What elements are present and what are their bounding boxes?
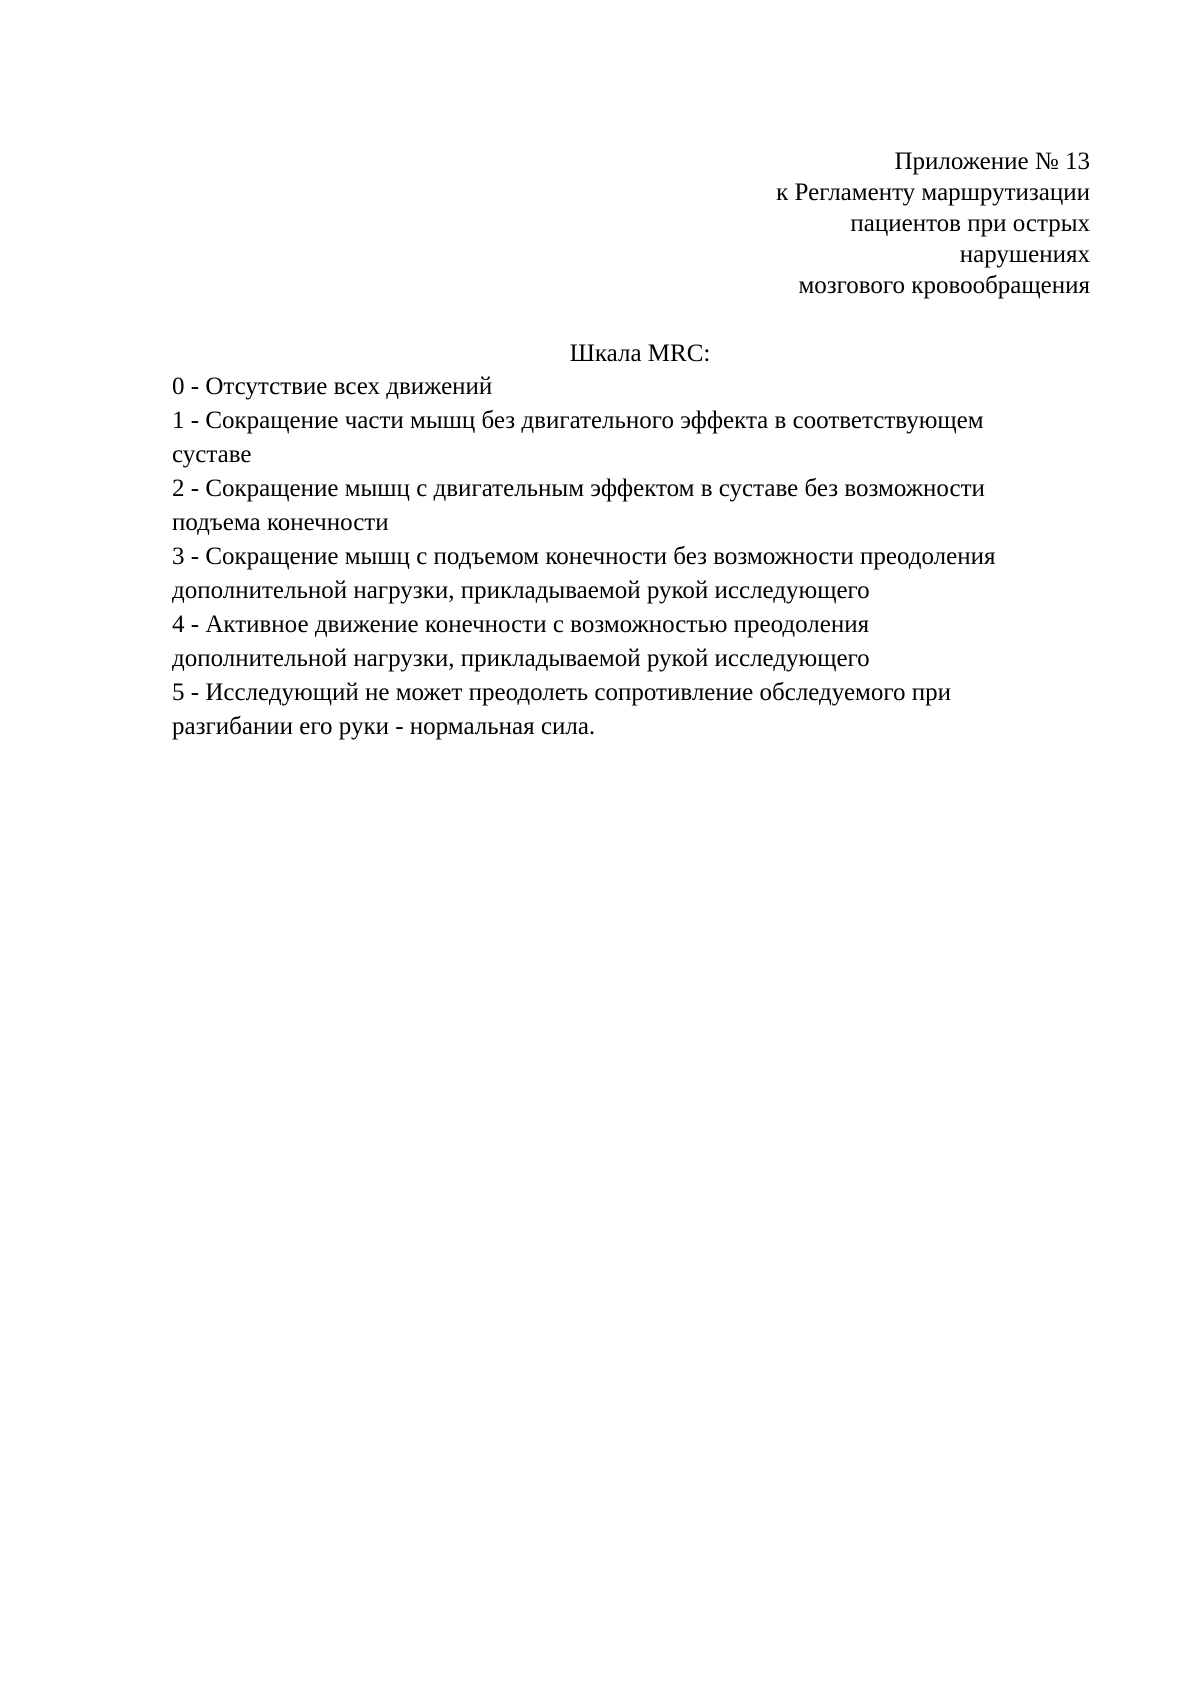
- scale-item-text: разгибании его руки - нормальная сила.: [172, 713, 596, 740]
- scale-title: Шкала MRC:: [569, 340, 711, 367]
- scale-item-1: [172, 404, 1122, 472]
- scale-item-text: дополнительной нагрузки, прикладываемой рукой исследующего: [172, 577, 870, 604]
- scale-item-text: 4 - Активное движение конечности с возможностью преодоления: [172, 611, 870, 638]
- scale-item-text: 2 - Сокращение мышц с двигательным эффектом в суставе без возможности: [172, 475, 985, 502]
- appendix-reference-line: нарушениях: [959, 241, 1090, 268]
- scale-item-5: [172, 676, 1122, 744]
- appendix-header: [490, 146, 1090, 301]
- appendix-number: Приложение № 13: [894, 148, 1090, 175]
- scale-item-text: суставе: [172, 441, 252, 468]
- appendix-reference-line: к Регламенту маршрутизации: [776, 179, 1090, 206]
- appendix-reference-line: мозгового кровообращения: [798, 272, 1090, 299]
- scale-item-0: [172, 370, 1122, 404]
- appendix-reference-line: пациентов при острых: [850, 210, 1090, 237]
- scale-item-text: 1 - Сокращение части мышц без двигательного эффекта в соответствующем: [172, 407, 984, 434]
- scale-item-text: 3 - Сокращение мышц с подъемом конечности без возможности преодоления: [172, 543, 996, 570]
- scale-item-text: 5 - Исследующий не может преодолеть сопротивление обследуемого при: [172, 679, 952, 706]
- scale-item-4: [172, 608, 1122, 676]
- scale-item-2: [172, 472, 1122, 540]
- scale-item-text: дополнительной нагрузки, прикладываемой рукой исследующего: [172, 645, 870, 672]
- scale-item-3: [172, 540, 1122, 608]
- scale-list: [172, 370, 1122, 744]
- scale-item-text: 0 - Отсутствие всех движений: [172, 373, 493, 400]
- scale-item-text: подъема конечности: [172, 509, 389, 536]
